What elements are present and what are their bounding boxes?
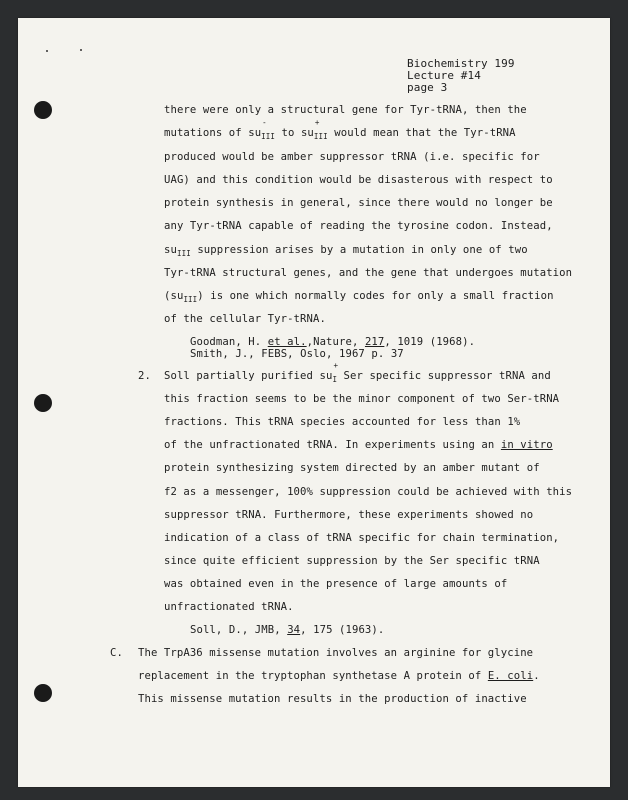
speck: [46, 50, 48, 52]
item-2-line: protein synthesizing system directed by an amber mutant of: [164, 462, 540, 474]
item-2-line: suppressor tRNA. Furthermore, these experiments showed no: [164, 509, 534, 521]
p1-line: Tyr-tRNA structural genes, and the gene that undergoes mutation: [164, 267, 573, 279]
item-c-line: This missense mutation results in the production of inactive: [138, 693, 527, 705]
punch-hole-middle: [34, 394, 52, 412]
p1-line: $su_{III}$ suppression arises by a mutation in only one of two: [164, 244, 528, 258]
item-c-number: C.: [110, 647, 123, 659]
item-2-line: indication of a class of tRNA specific for chain termination,: [164, 532, 560, 544]
reference-smith: Smith, J., FEBS, Oslo, 1967 p. 37: [190, 348, 404, 360]
punch-hole-bottom: [34, 684, 52, 702]
item-c-line: The TrpA36 missense mutation involves an arginine for glycine: [138, 647, 534, 659]
item-2-line: this fraction seems to be the minor component of two Ser-tRNA: [164, 393, 560, 405]
item-2-line: Soll partially purified $su_I$ + Ser specific suppressor tRNA and: [164, 361, 551, 384]
reference-soll: Soll, D., JMB, 34, 175 (1963).: [190, 624, 385, 636]
p1-line: there were only a structural gene for Tyr-tRNA, then the: [164, 104, 527, 116]
item-c-line: replacement in the tryptophan synthetase A protein of E. coli.: [138, 670, 540, 682]
punch-hole-top: [34, 101, 52, 119]
item-2-number: 2.: [138, 370, 151, 382]
p1-line: UAG) and this condition would be disasterous with respect to: [164, 174, 553, 186]
item-2-line: f2 as a messenger, 100% suppression could be achieved with this: [164, 486, 573, 498]
header-page: page 3: [407, 81, 448, 94]
item-2-line: fractions. This tRNA species accounted for less than 1%: [164, 416, 521, 428]
header-course: Biochemistry 199: [407, 57, 515, 70]
item-2-line: of the unfractionated tRNA. In experiments using an in vitro: [164, 439, 553, 451]
p1-line: any Tyr-tRNA capable of reading the tyrosine codon. Instead,: [164, 220, 553, 232]
p1-line: protein synthesis in general, since there would no longer be: [164, 197, 553, 209]
p1-line: of the cellular Tyr-tRNA.: [164, 313, 326, 325]
p1-line: $(su_{III})$ is one which normally codes for only a small fraction: [164, 290, 554, 304]
speck: [80, 49, 82, 51]
item-2-line: unfractionated tRNA.: [164, 601, 294, 613]
p1-line: mutations of $su_{III}$ - to $su_{III}$ + would mean that the Tyr-tRNA: [164, 118, 516, 141]
item-2-line: since quite efficient suppression by the Ser specific tRNA: [164, 555, 540, 567]
reference-goodman: Goodman, H. et al.,Nature, 217, 1019 (1968).: [190, 336, 476, 348]
document-page: [18, 18, 610, 787]
p1-line: produced would be amber suppressor tRNA (i.e. specific for: [164, 151, 540, 163]
item-2-line: was obtained even in the presence of large amounts of: [164, 578, 508, 590]
header-lecture: Lecture #14: [407, 69, 481, 82]
